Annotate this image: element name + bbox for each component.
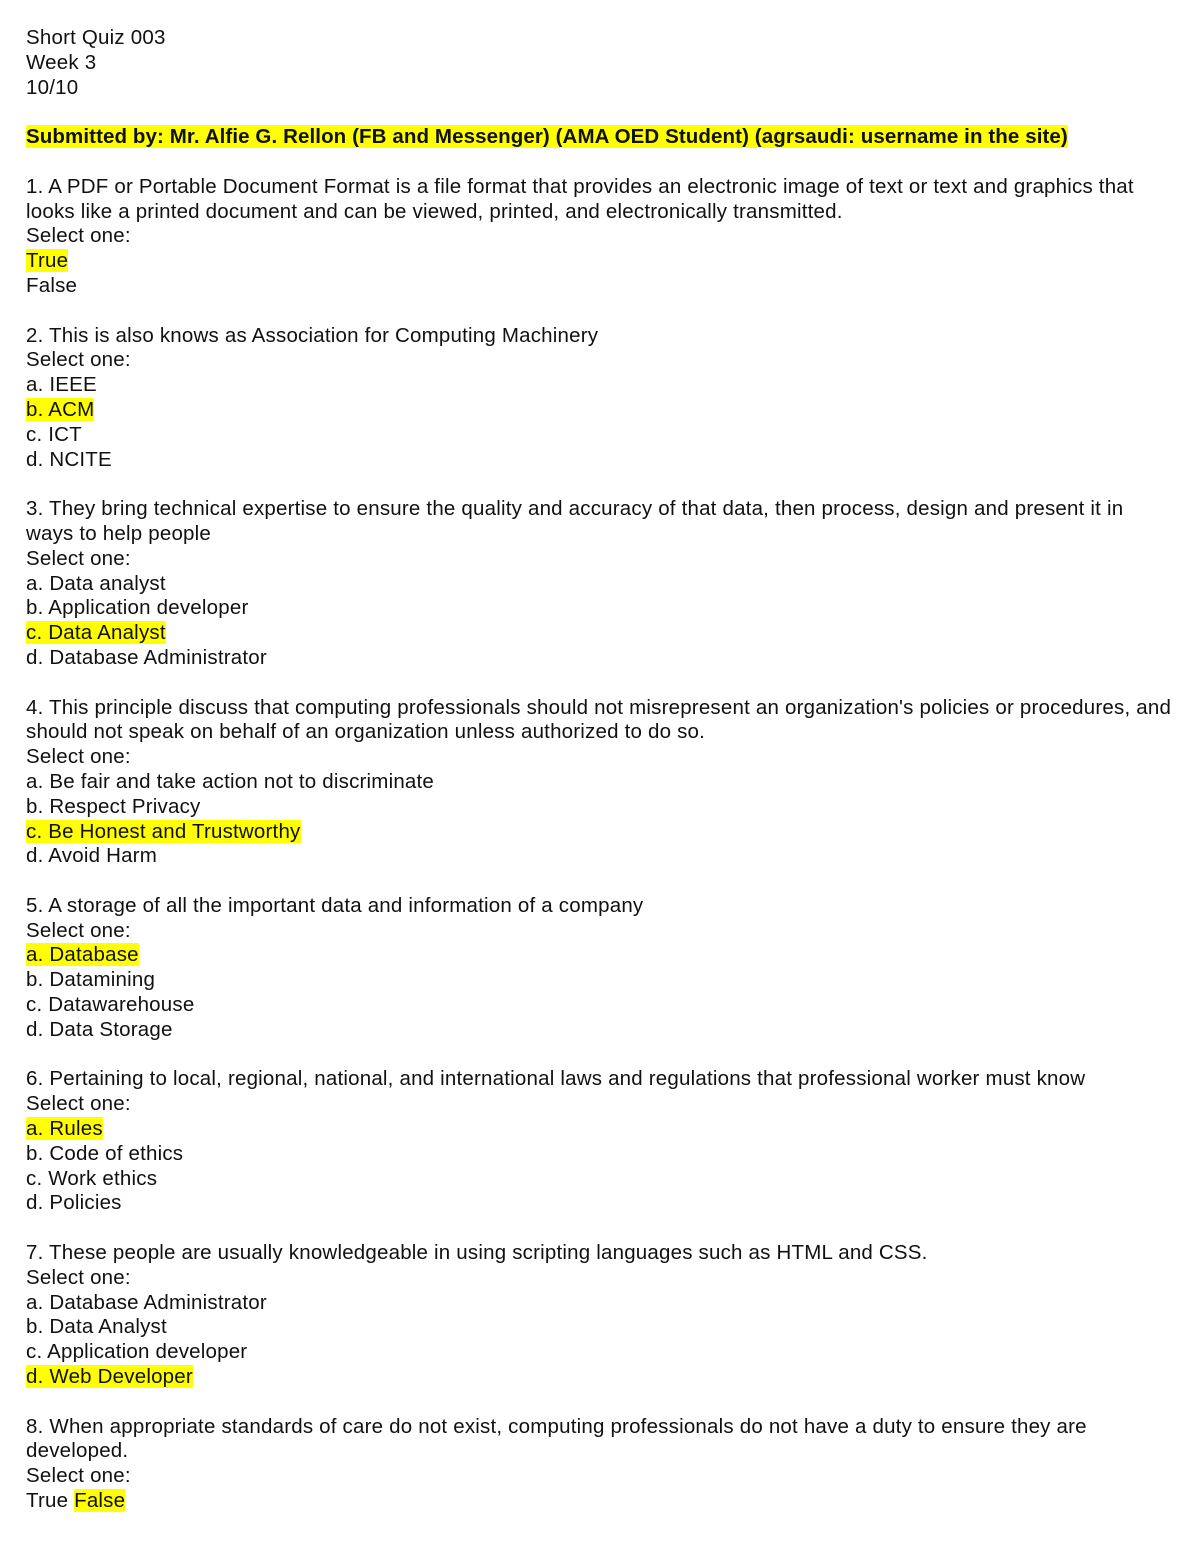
question-6 <box>26 1067 1176 1216</box>
answer-option[interactable]: d. Database Administrator <box>26 645 267 669</box>
answer-option[interactable]: d. NCITE <box>26 447 112 471</box>
answer-option[interactable]: d. Policies <box>26 1191 122 1215</box>
answer-option[interactable]: b. Application developer <box>26 596 249 620</box>
quiz-title: Short Quiz 003 <box>26 26 166 49</box>
submitted-by-text: Submitted by: Mr. Alfie G. Rellon (FB and Messenger) (AMA OED Student) (agrsaudi: username in the site) <box>26 125 1068 149</box>
spacer <box>26 472 1176 497</box>
question-prompt: 5. A storage of all the important data and information of a company <box>26 893 644 917</box>
answer-option[interactable]: a. IEEE <box>26 373 97 397</box>
submitted-by-line <box>26 125 1176 150</box>
answer-option[interactable] <box>74 1489 125 1512</box>
answer-option[interactable]: False <box>26 273 78 297</box>
answer-option[interactable]: d. Avoid Harm <box>26 844 157 868</box>
answer-options <box>26 572 1176 671</box>
spacer <box>26 150 1176 175</box>
answer-options <box>26 770 1176 869</box>
question-prompt: 7. These people are usually knowledgeable in using scripting languages such as HTML and CSS. <box>26 1241 928 1265</box>
select-one-label: Select one: <box>26 1265 131 1289</box>
answer-options <box>26 1291 1176 1390</box>
question-prompt: 8. When appropriate standards of care do not exist, computing professionals do not have a duty to ensure they are developed. <box>26 1414 1087 1463</box>
answer-option[interactable]: c. Application developer <box>26 1340 248 1364</box>
answer-option[interactable] <box>26 1117 1176 1142</box>
answer-option[interactable]: b. Data Analyst <box>26 1315 167 1339</box>
answer-option[interactable]: True <box>26 1489 69 1513</box>
spacer <box>26 100 1176 125</box>
question-prompt: 4. This principle discuss that computing professionals should not misrepresent an organization's policies or procedures, and should not speak on behalf of an organization unless authorized to do so. <box>26 695 1172 744</box>
answer-options <box>26 1489 1176 1514</box>
answer-option[interactable] <box>26 1365 1176 1390</box>
answer-option[interactable]: c. Datawarehouse <box>26 993 195 1017</box>
week-label: Week 3 <box>26 50 97 74</box>
spacer <box>26 1390 1176 1415</box>
answer-option[interactable]: a. Database Administrator <box>26 1290 267 1314</box>
answer-option[interactable] <box>26 820 1176 845</box>
score-label: 10/10 <box>26 75 79 99</box>
answer-option[interactable]: d. Data Storage <box>26 1017 173 1041</box>
answer-options <box>26 943 1176 1042</box>
selected-answer-highlight: a. Rules <box>26 1117 103 1141</box>
select-one-label: Select one: <box>26 348 131 372</box>
answer-option[interactable] <box>26 249 1176 274</box>
question-prompt: 3. They bring technical expertise to ensure the quality and accuracy of that data, then process, design and present it in ways to help people <box>26 497 1124 545</box>
question-4 <box>26 696 1176 870</box>
answer-option[interactable]: b. Code of ethics <box>26 1141 184 1165</box>
spacer <box>26 299 1176 324</box>
selected-answer-highlight: b. ACM <box>26 397 95 421</box>
spacer <box>26 671 1176 696</box>
question-prompt: 2. This is also knows as Association for Computing Machinery <box>26 323 599 347</box>
answer-option[interactable]: b. Datamining <box>26 968 156 992</box>
answer-option[interactable]: c. Work ethics <box>26 1166 158 1190</box>
selected-answer-highlight: a. Database <box>26 943 139 967</box>
spacer <box>26 1043 1176 1068</box>
quiz-document <box>26 26 1176 1514</box>
question-8 <box>26 1415 1176 1514</box>
selected-answer-highlight: False <box>74 1489 126 1513</box>
answer-option[interactable] <box>26 621 1176 646</box>
question-3 <box>26 497 1176 671</box>
selected-answer-highlight: c. Be Honest and Trustworthy <box>26 819 301 843</box>
selected-answer-highlight: d. Web Developer <box>26 1365 193 1389</box>
question-1 <box>26 175 1176 299</box>
answer-option[interactable] <box>26 398 1176 423</box>
question-2 <box>26 324 1176 473</box>
answer-option[interactable]: a. Be fair and take action not to discriminate <box>26 769 435 793</box>
selected-answer-highlight: True <box>26 249 69 273</box>
select-one-label: Select one: <box>26 546 131 570</box>
answer-option[interactable]: a. Data analyst <box>26 571 166 595</box>
selected-answer-highlight: c. Data Analyst <box>26 621 166 645</box>
answer-options <box>26 249 1176 299</box>
question-prompt: 6. Pertaining to local, regional, national, and international laws and regulations that professional worker must know <box>26 1067 1086 1091</box>
spacer <box>26 1216 1176 1241</box>
answer-option[interactable] <box>26 943 1176 968</box>
question-5 <box>26 894 1176 1043</box>
question-7 <box>26 1241 1176 1390</box>
question-prompt: 1. A PDF or Portable Document Format is a file format that provides an electronic image of text or text and graphics that looks like a printed document and can be viewed, printed, and electronically transmitted. <box>26 174 1134 223</box>
spacer <box>26 869 1176 894</box>
select-one-label: Select one: <box>26 1464 131 1488</box>
answer-options <box>26 373 1176 472</box>
select-one-label: Select one: <box>26 918 131 942</box>
select-one-label: Select one: <box>26 1092 131 1116</box>
answer-option[interactable]: b. Respect Privacy <box>26 794 201 818</box>
answer-options <box>26 1117 1176 1216</box>
select-one-label: Select one: <box>26 745 131 769</box>
select-one-label: Select one: <box>26 224 131 248</box>
answer-option[interactable]: c. ICT <box>26 422 82 446</box>
